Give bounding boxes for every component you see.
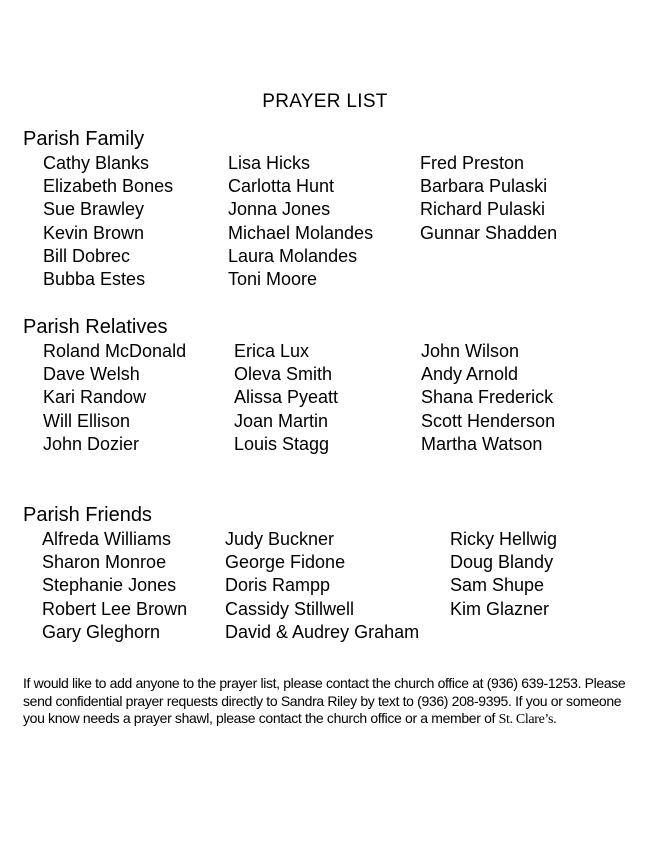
list-item: Barbara Pulaski [420,176,548,197]
list-item: George Fidone [225,552,346,573]
list-item: Erica Lux [234,341,310,361]
list-item: Scott Henderson [421,410,556,431]
list-item: Ricky Hellwig [450,529,558,549]
list-item: John Dozier [43,433,140,454]
contact-note [23,675,633,729]
family-column-1 [43,152,173,291]
list-item: Kari Randow [43,387,147,408]
list-item: John Wilson [421,341,520,361]
list-item: Bubba Estes [43,269,146,290]
list-item: Robert Lee Brown [42,598,188,619]
relatives-column-2 [234,340,338,456]
list-item: Sharon Monroe [42,552,167,573]
list-item: Andy Arnold [421,364,519,385]
list-item: Sam Shupe [450,575,545,596]
list-item: Stephanie Jones [42,575,177,596]
list-item: Lisa Hicks [228,153,311,173]
list-item: Elizabeth Bones [43,176,174,197]
friends-column-1 [42,528,187,644]
list-item: David & Audrey Graham [225,621,420,642]
list-item: Oleva Smith [234,364,333,385]
list-item: Bill Dobrec [43,245,131,266]
list-item: Toni Moore [228,269,318,290]
list-item: Kevin Brown [43,222,145,243]
contact-note-text: If would like to add anyone to the prayer list, please contact the church office at (936) 639-1253. Please send confidential prayer requests directly to Sandra Riley by text to (936) 208-9395. If you or someone you know needs a prayer shawl, please contact the church office or a member of [23,675,626,727]
list-item: Fred Preston [420,153,525,173]
list-item: Cathy Blanks [43,153,150,173]
relatives-column-3 [421,340,555,456]
list-item: Roland McDonald [43,341,187,361]
page-title: PRAYER LIST [262,91,388,112]
list-item: Kim Glazner [450,598,550,619]
list-item: Gary Gleghorn [42,621,161,642]
list-item: Shana Frederick [421,387,554,408]
list-item: Michael Molandes [228,222,374,243]
list-item: Judy Buckner [225,529,335,549]
list-item: Louis Stagg [234,433,330,454]
friends-column-2 [225,528,419,644]
list-item: Gunnar Shadden [420,222,558,243]
family-column-2 [228,152,373,291]
list-item: Doug Blandy [450,552,554,573]
list-item: Cassidy Stillwell [225,598,355,619]
list-item: Alfreda Williams [42,529,172,549]
list-item: Will Ellison [43,410,131,431]
section-heading-family: Parish Family [23,128,145,150]
list-item: Carlotta Hunt [228,176,335,197]
list-item: Doris Rampp [225,575,331,596]
list-item: Alissa Pyeatt [234,387,339,408]
list-item: Richard Pulaski [420,199,546,220]
family-column-3 [420,152,557,245]
parish-name: St. Clare’s. [498,712,557,728]
list-item: Dave Welsh [43,364,140,385]
section-heading-friends: Parish Friends [23,504,152,526]
list-item: Joan Martin [234,410,329,431]
list-item: Martha Watson [421,433,543,454]
list-item: Laura Molandes [228,245,358,266]
list-item: Sue Brawley [43,199,145,220]
list-item: Jonna Jones [228,199,331,220]
relatives-column-1 [43,340,186,456]
friends-column-3 [450,528,557,621]
section-heading-relatives: Parish Relatives [23,316,168,338]
